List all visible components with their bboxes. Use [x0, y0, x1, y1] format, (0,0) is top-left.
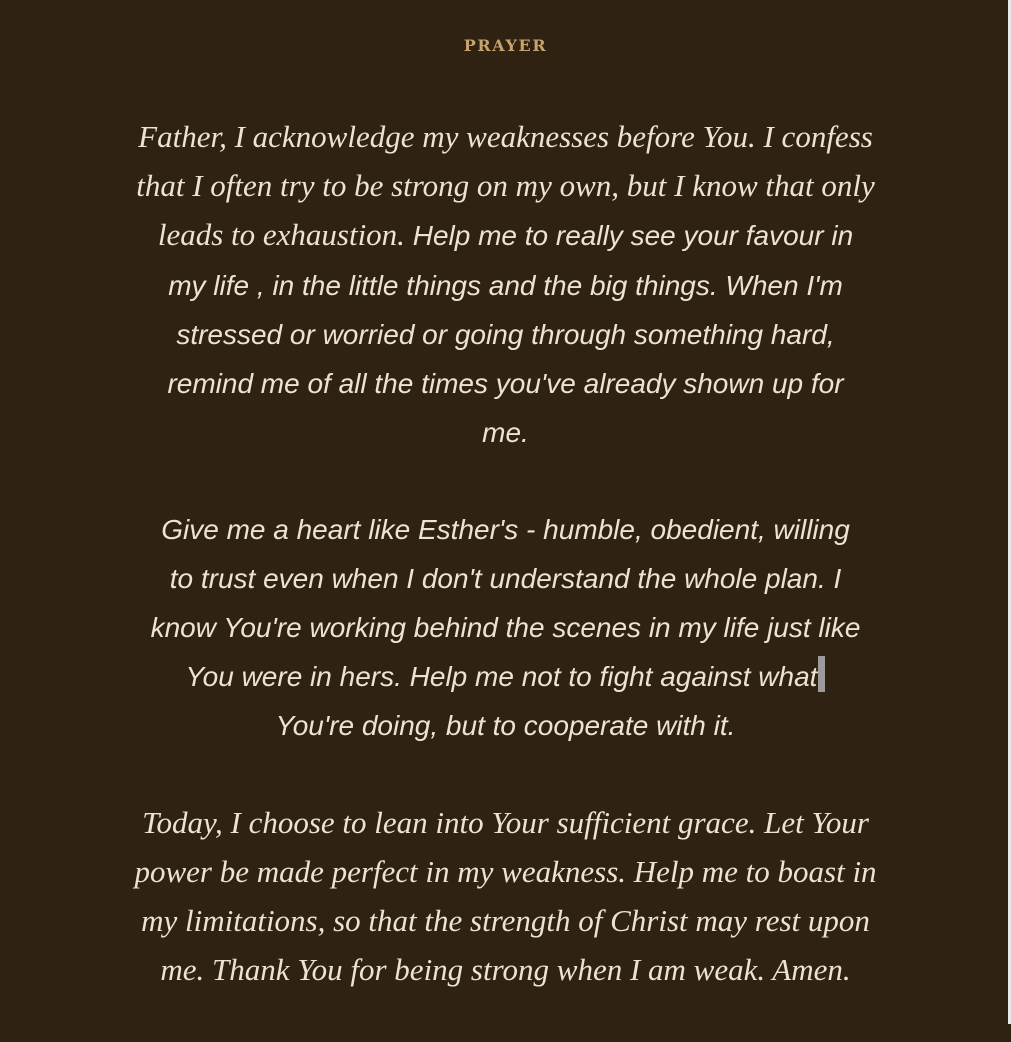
- paragraph-line-serif-part: leads to exhaustion.: [157, 217, 405, 252]
- paragraph-line: my life , in the little things and the big things. When I'm: [168, 270, 843, 301]
- section-heading: PRAYER: [463, 36, 548, 55]
- text-cursor[interactable]: [818, 656, 825, 692]
- paragraph-line: me.: [482, 417, 529, 448]
- paragraph-line-sans-part: Help me to really see your favour in: [404, 220, 854, 251]
- paragraph-line: remind me of all the times you've already shown up for: [167, 368, 844, 399]
- paragraph-line: Father, I acknowledge my weaknesses before You. I confess: [138, 119, 873, 154]
- prayer-paragraph-1[interactable]: [50, 112, 961, 457]
- paragraph-line: stressed or worried or going through something hard,: [176, 319, 835, 350]
- prayer-paragraph-3[interactable]: [50, 798, 961, 994]
- paragraph-line: me. Thank You for being strong when I am weak. Amen.: [160, 952, 851, 987]
- paragraph-line: that I often try to be strong on my own, but I know that only: [136, 168, 875, 203]
- paragraph-line: know You're working behind the scenes in my life just like: [150, 612, 861, 643]
- prayer-paragraph-2[interactable]: [50, 505, 961, 750]
- paragraph-line: my limitations, so that the strength of Christ may rest upon: [141, 903, 870, 938]
- paragraph-line: [50, 210, 961, 261]
- paragraph-line: Today, I choose to lean into Your sufficient grace. Let Your: [142, 805, 869, 840]
- paragraph-line: Give me a heart like Esther's - humble, obedient, willing: [161, 514, 850, 545]
- paragraph-line: to trust even when I don't understand the whole plan. I: [169, 563, 842, 594]
- paragraph-line-text: You were in hers. Help me not to fight against what: [185, 661, 818, 692]
- paragraph-line: [50, 652, 961, 701]
- prayer-text[interactable]: [50, 112, 961, 1042]
- paragraph-line: You're doing, but to cooperate with it.: [275, 710, 736, 741]
- paragraph-line: power be made perfect in my weakness. Help me to boast in: [134, 854, 877, 889]
